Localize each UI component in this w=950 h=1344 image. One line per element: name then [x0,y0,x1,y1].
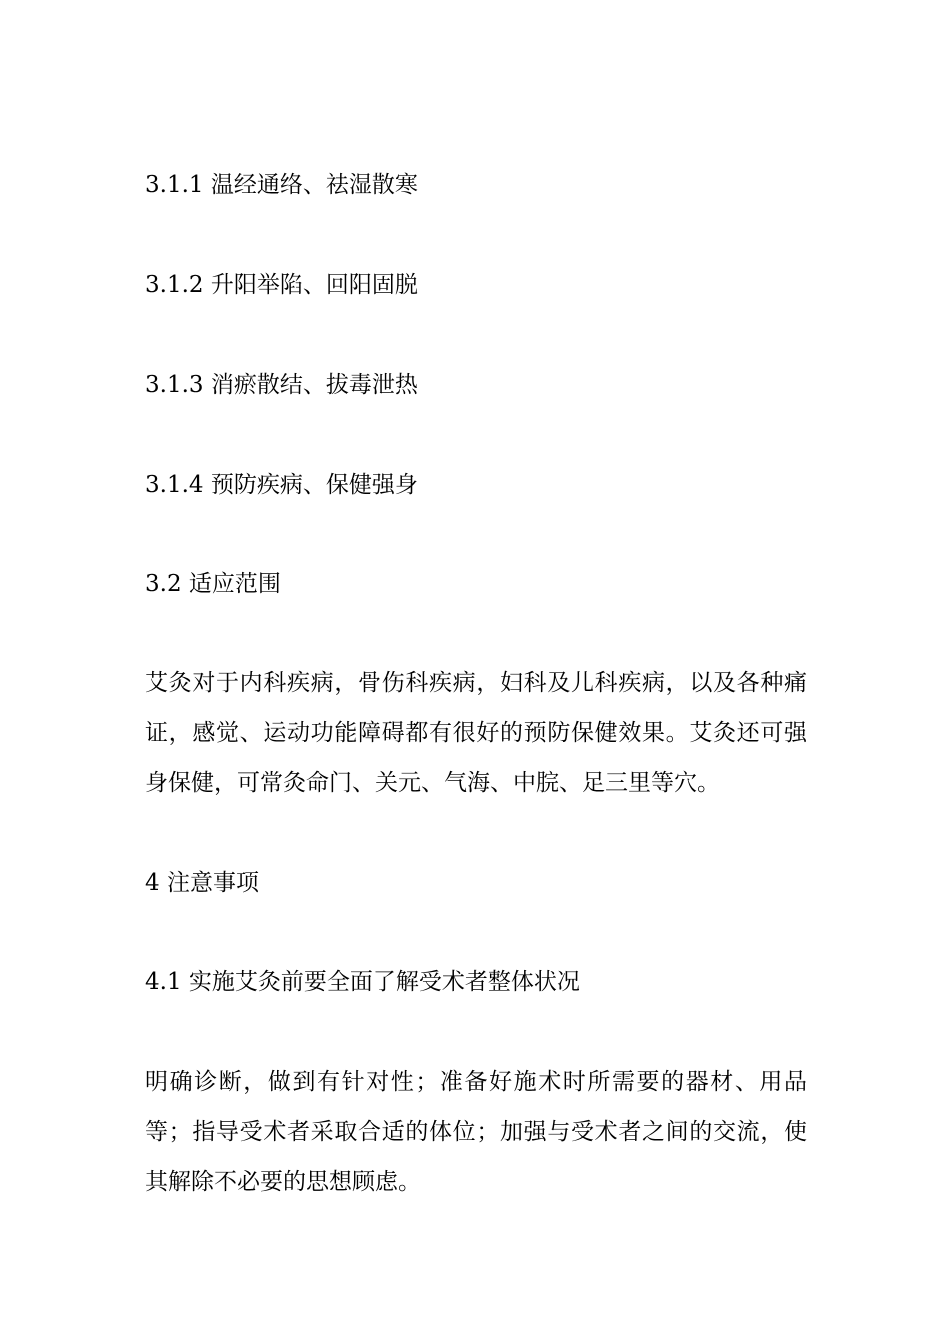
heading-4: 4 注意事项 [145,870,259,896]
heading-3-1-3: 3.1.3 消瘀散结、拔毒泄热 [145,372,418,398]
heading-4-1: 4.1 实施艾灸前要全面了解受术者整体状况 [145,969,580,995]
heading-3-1-1: 3.1.1 温经通络、祛湿散寒 [145,172,418,198]
paragraph-4-1-body: 明确诊断，做到有针对性；准备好施术时所需要的器材、用品等；指导受术者采取合适的体位；加强与受术者之间的交流，使其解除不必要的思想顾虑。 [145,1069,807,1195]
paragraph-3-2-body: 艾灸对于内科疾病，骨伤科疾病，妇科及儿科疾病，以及各种痛证，感觉、运动功能障碍都有很好的预防保健效果。艾灸还可强身保健，可常灸命门、关元、气海、中脘、足三里等穴。 [145,670,807,796]
heading-3-2: 3.2 适应范围 [145,571,281,597]
heading-3-1-4: 3.1.4 预防疾病、保健强身 [145,472,418,498]
heading-3-1-2: 3.1.2 升阳举陷、回阳固脱 [145,272,418,298]
